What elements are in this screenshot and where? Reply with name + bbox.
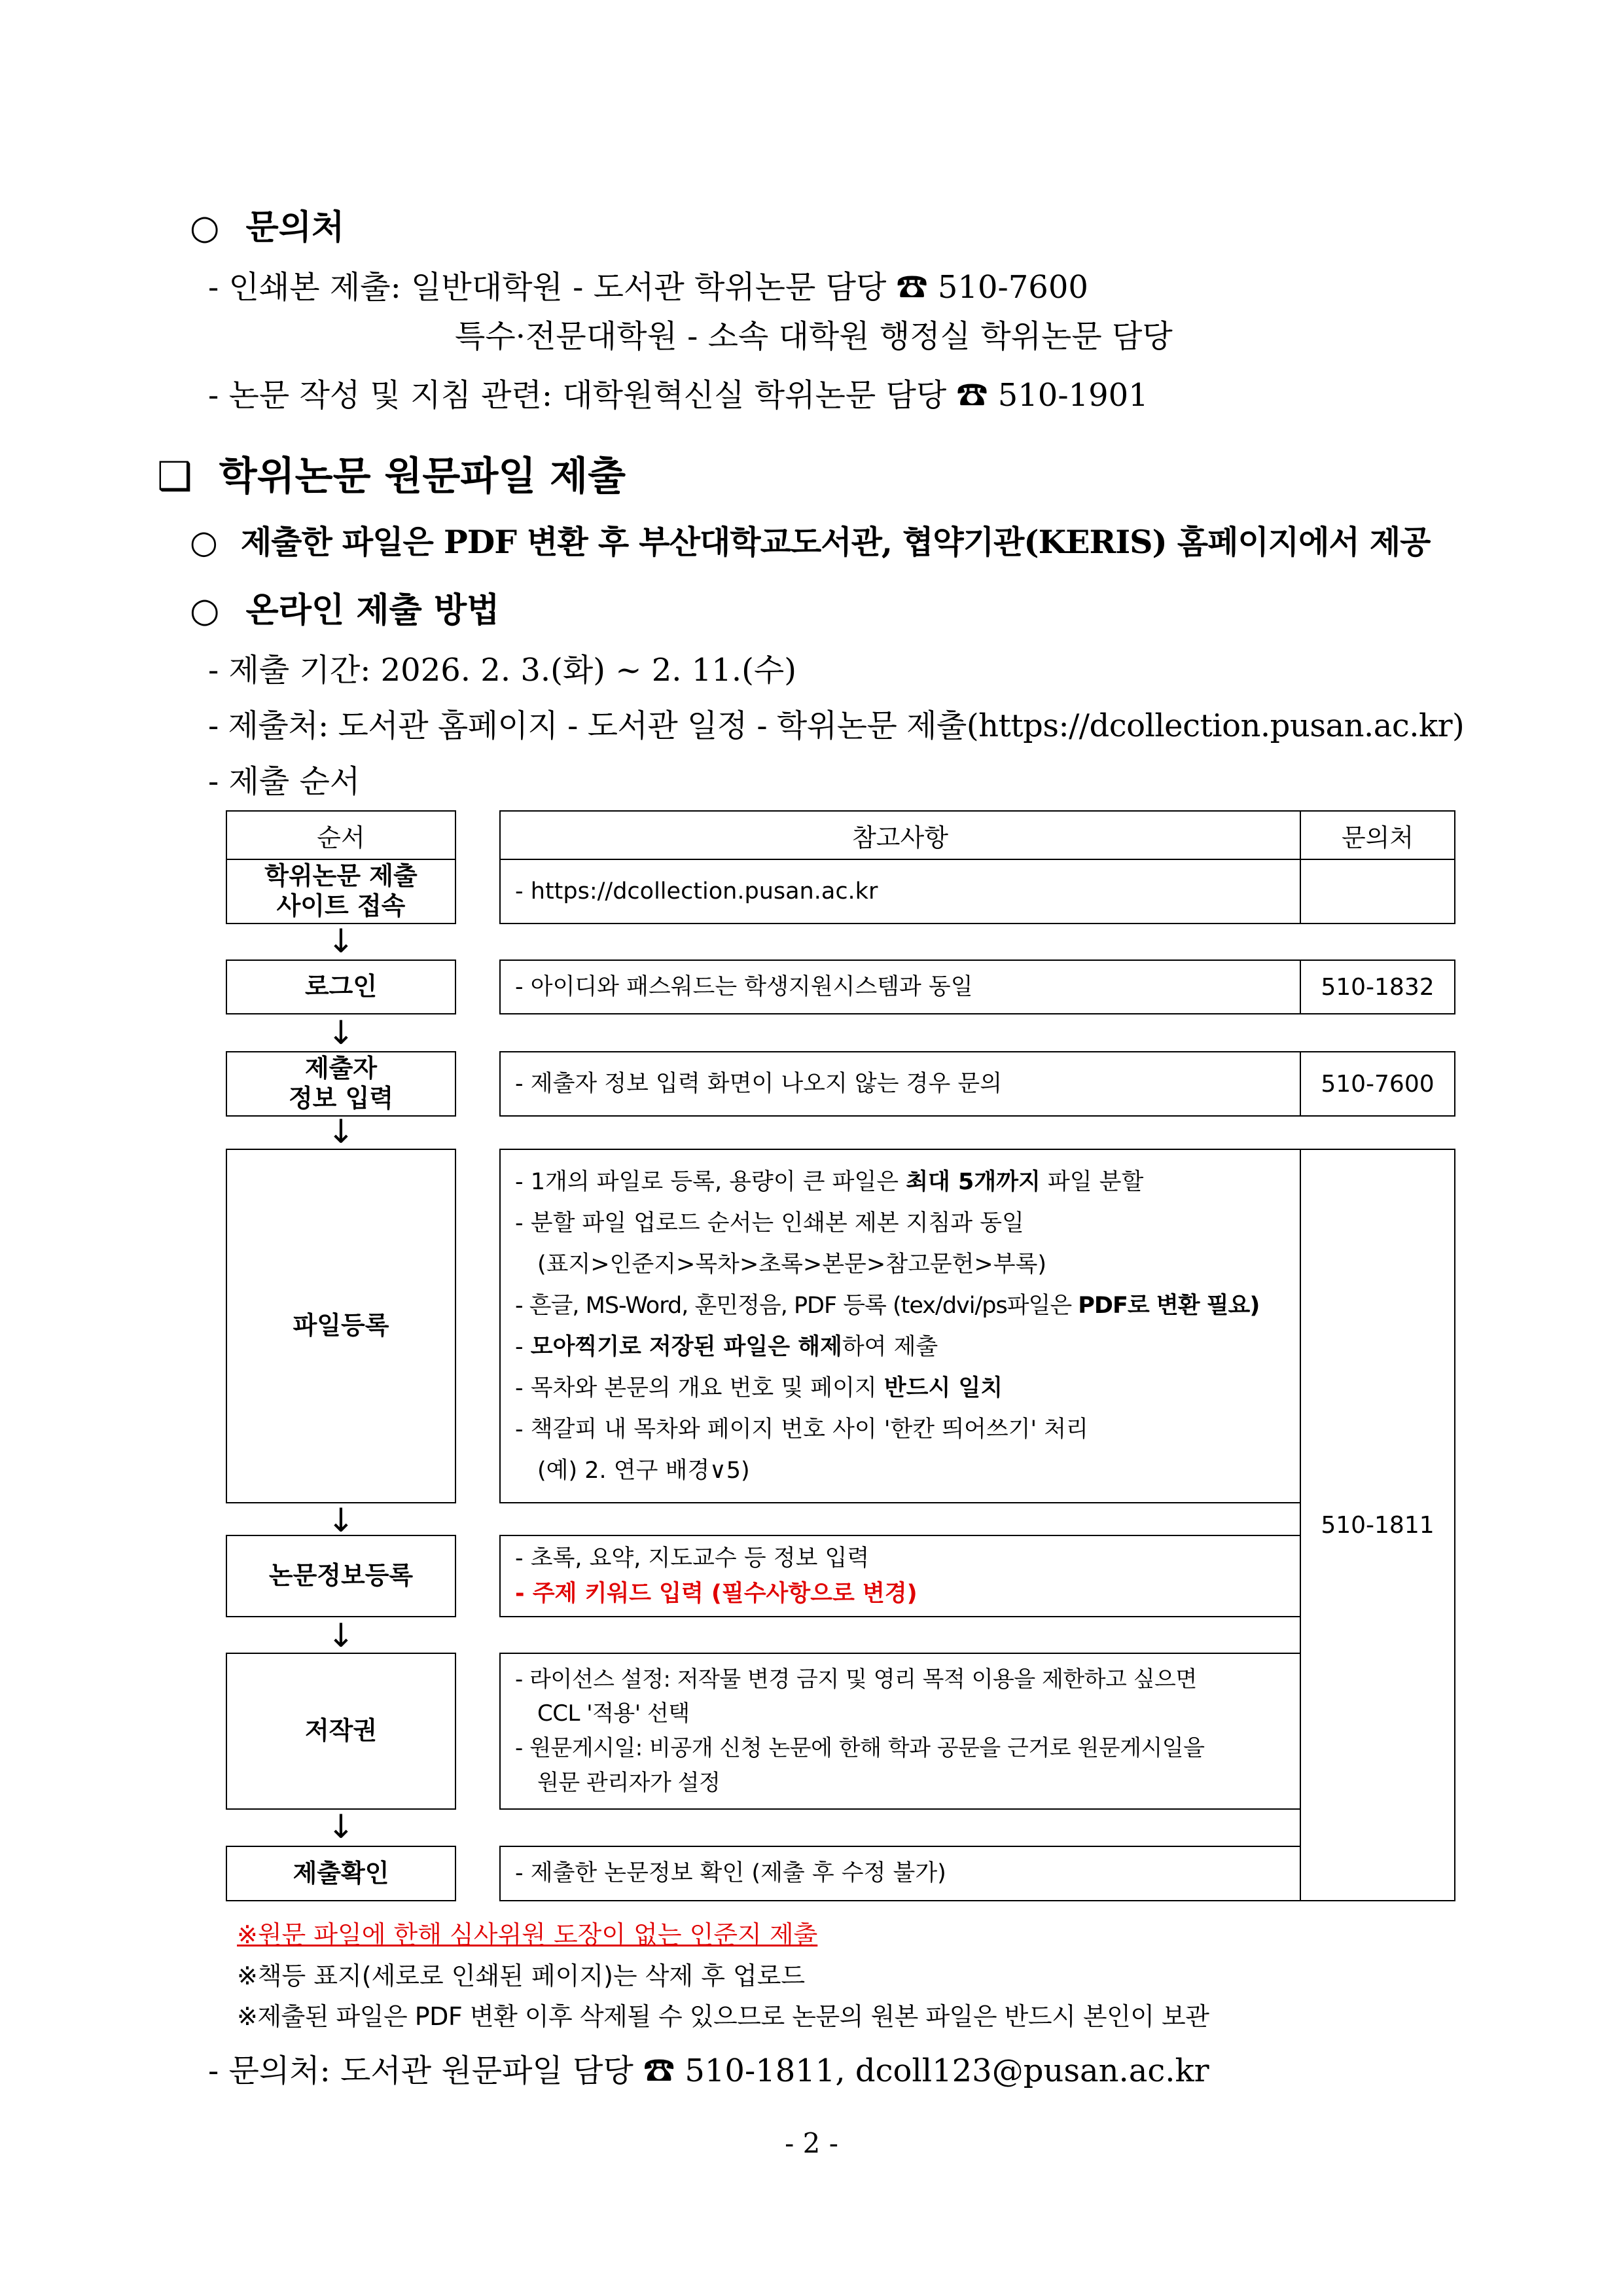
ref-submitter-info: - 제출자 정보 입력 화면이 나오지 않는 경우 문의 xyxy=(499,1051,1301,1117)
inquiry-heading xyxy=(190,200,344,249)
step-thesis-info: 논문정보등록 xyxy=(226,1535,456,1617)
note-approval-page: ※원문 파일에 한해 심사위원 도장이 없는 인준지 제출 xyxy=(237,1920,818,1949)
header-ref: 참고사항 xyxy=(499,810,1301,860)
step-confirm: 제출확인 xyxy=(226,1846,456,1901)
print-submission-line-2: 특수·전문대학원 - 소속 대학원 행정실 학위논문 담당 xyxy=(455,318,1173,355)
arrow-down-icon: ↓ xyxy=(327,1014,355,1052)
ref-file-register: - 1개의 파일로 등록, 용량이 큰 파일은 최대 5개까지 파일 분할 - 분할 파일 업로드 순서는 인쇄본 제본 지침과 동일 (표지>인준지>목차>초록>본문>참고문헌>부록) - 흔글, MS-Word, 훈민정음, PDF 등록 (tex/dvi/ps파일은 PDF로 변환 필요) - 모아찍기로 저장된 파일은 해제하여 제출 - 목차와 본문의 개요 번호 및 페이지 반드시 일치 - 책갈피 내 목차와 페이지 번호 사이 '한칸 띄어쓰기' 처리 (예) 2. 연구 배경∨5) xyxy=(499,1149,1301,1503)
ref-site-access: - https://dcollection.pusan.ac.kr xyxy=(499,859,1301,924)
page-number: - 2 - xyxy=(785,2127,838,2159)
header-contact: 문의처 xyxy=(1300,810,1455,860)
note-spine-cover: ※책등 표지(세로로 인쇄된 페이지)는 삭제 후 업로드 xyxy=(237,1962,806,1990)
note-keep-original: ※제출된 파일은 PDF 변환 이후 삭제될 수 있으므로 논문의 원본 파일은 반드시 본인이 보관 xyxy=(237,2002,1209,2031)
provision-item: ○ 제출한 파일은 PDF 변환 후 부산대학교도서관, 협약기관(KERIS) 홈페이지에서 제공 xyxy=(190,523,1431,561)
step-file-register: 파일등록 xyxy=(226,1149,456,1503)
guide-inquiry-line: - 논문 작성 및 지침 관련: 대학원혁신실 학위논문 담당 ☎ 510-1901 xyxy=(208,377,1149,414)
main-section-title: 학위논문 원문파일 제출 xyxy=(219,454,626,499)
circle-bullet-icon: ○ xyxy=(190,207,220,247)
arrow-down-icon: ↓ xyxy=(327,1501,355,1539)
header-step: 순서 xyxy=(226,810,456,860)
contact-login: 510-1832 xyxy=(1300,960,1455,1014)
arrow-down-icon: ↓ xyxy=(327,1113,355,1151)
submission-period: - 제출 기간: 2026. 2. 3.(화) ~ 2. 11.(수) xyxy=(208,652,796,689)
online-method-heading: ○ 온라인 제출 방법 xyxy=(190,590,500,630)
contact-submitter-info: 510-7600 xyxy=(1300,1051,1455,1117)
print-submission-line: - 인쇄본 제출: 일반대학원 - 도서관 학위논문 담당 ☎ 510-7600 xyxy=(208,269,1088,306)
step-login: 로그인 xyxy=(226,960,456,1014)
step-submitter-info: 제출자 정보 입력 xyxy=(226,1051,456,1117)
ref-login: - 아이디와 패스워드는 학생지원시스템과 동일 xyxy=(499,960,1301,1014)
submission-order: - 제출 순서 xyxy=(208,763,361,800)
ref-confirm: - 제출한 논문정보 확인 (제출 후 수정 불가) xyxy=(499,1846,1301,1901)
square-bullet-icon: ❑ xyxy=(157,454,192,499)
circle-bullet-icon: ○ xyxy=(190,590,220,630)
final-inquiry-line: - 문의처: 도서관 원문파일 담당 ☎ 510-1811, dcoll123@pusan.ac.kr xyxy=(208,2053,1209,2089)
inquiry-title: 문의처 xyxy=(245,207,345,247)
arrow-down-icon: ↓ xyxy=(327,1808,355,1846)
submission-place: - 제출처: 도서관 홈페이지 - 도서관 일정 - 학위논문 제출(https://dcollection.pusan.ac.kr) xyxy=(208,708,1465,744)
ref-copyright: - 라이선스 설정: 저작물 변경 금지 및 영리 목적 이용을 제한하고 싶으면 CCL '적용' 선택 - 원문게시일: 비공개 신청 논문에 한해 학과 공문을 근거로 원문게시일을 원문 관리자가 설정 xyxy=(499,1653,1301,1810)
circle-bullet-icon: ○ xyxy=(190,523,218,561)
arrow-down-icon: ↓ xyxy=(327,922,355,960)
main-section-heading xyxy=(157,445,626,501)
step-site-access: 학위논문 제출 사이트 접속 xyxy=(226,859,456,924)
ref-thesis-info: - 초록, 요약, 지도교수 등 정보 입력 - 주제 키워드 입력 (필수사항으로 변경) xyxy=(499,1535,1301,1617)
step-copyright: 저작권 xyxy=(226,1653,456,1810)
arrow-down-icon: ↓ xyxy=(327,1617,355,1655)
contact-file-steps: 510-1811 xyxy=(1300,1149,1455,1901)
contact-site-access xyxy=(1300,859,1455,924)
